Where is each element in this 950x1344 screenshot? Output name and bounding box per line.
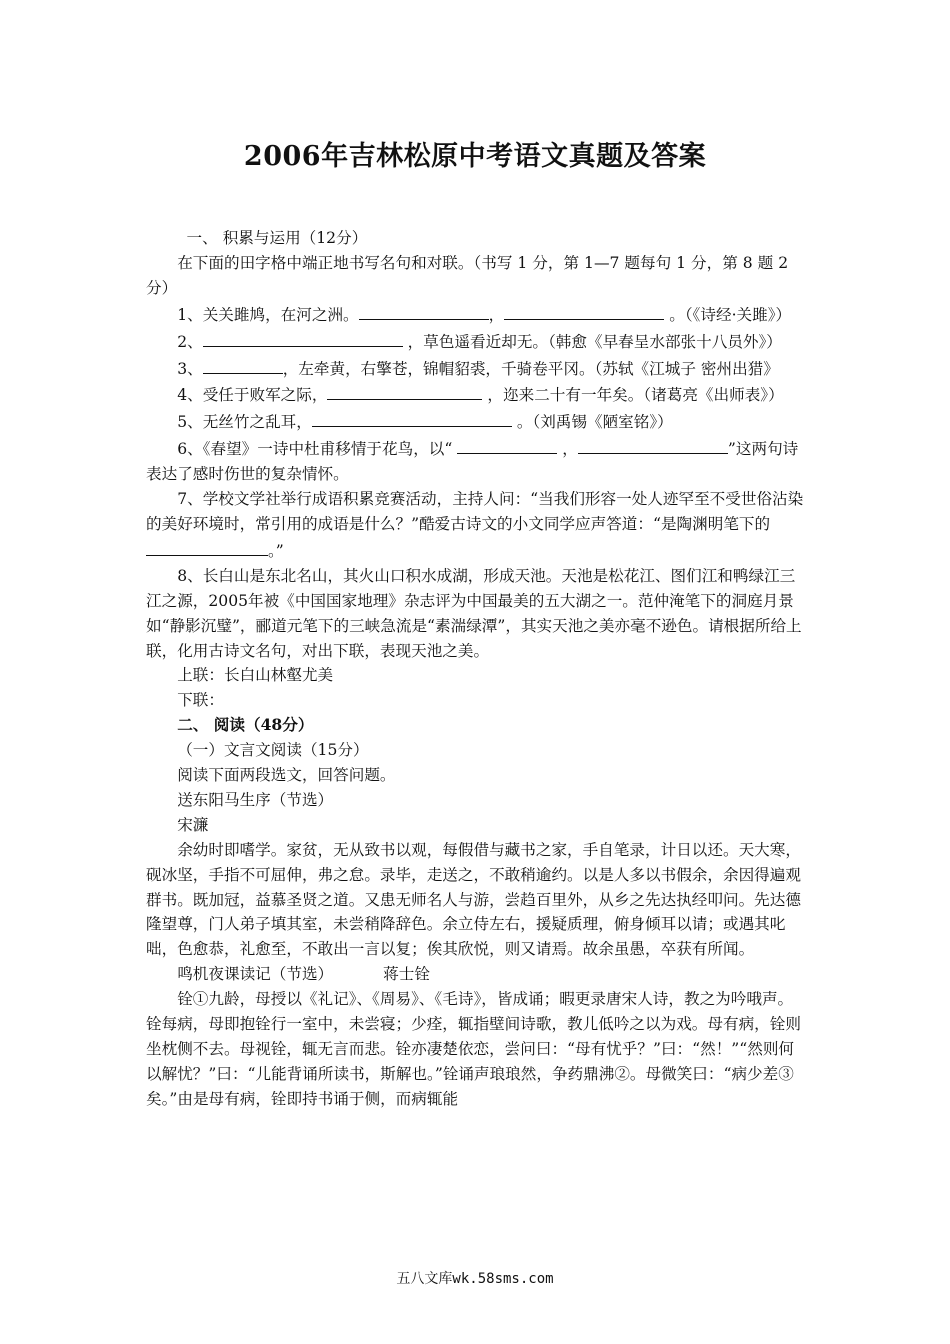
q3-text-a: 3、: [177, 359, 203, 378]
q4-text-a: 4、受任于败军之际，: [177, 386, 328, 405]
q2-text-b: ，草色遥看近却无。（韩愈《早春呈水部张十八员外》）: [402, 332, 782, 351]
q5-text-a: 5、无丝竹之乱耳，: [177, 413, 312, 432]
text2-author: 蒋士铨: [383, 965, 430, 984]
q7-blank-1[interactable]: [146, 537, 268, 556]
q1-text-c: 。（《诗经·关雎》）: [664, 305, 792, 324]
q1-text-a: 1、关关雎鸠，在河之洲。: [177, 305, 359, 324]
q3-text-b: ，左牵黄，右擎苍，锦帽貂裘，千骑卷平冈。（苏轼《江城子 密州出猎》: [282, 359, 779, 378]
q6-blank-1[interactable]: [457, 435, 557, 454]
q6-text-c: ”这两句诗表达了感时伤世的复杂情怀。: [146, 440, 799, 484]
q5-blank-1[interactable]: [312, 408, 512, 427]
q6-blank-2[interactable]: [578, 435, 728, 454]
q2-blank-1[interactable]: [203, 328, 403, 347]
q7-text-a: 7、学校文学社举行成语积累竞赛活动，主持人问：“当我们形容一处人迹罕至不受世俗沾染的美好环境时，常引用的成语是什么？”酷爱古诗文的小文同学应声答道：“是陶渊明笔下的: [146, 490, 804, 533]
document-body: [146, 226, 806, 1112]
question-6: [146, 435, 806, 487]
q4-blank-1[interactable]: [327, 381, 482, 400]
q3-blank-1[interactable]: [203, 355, 283, 374]
question-2: [146, 328, 806, 355]
question-8: 8、长白山是东北名山，其火山口积水成湖，形成天池。天池是松花江、图们江和鸭绿江三江之源，2005年被《中国国家地理》杂志评为中国最美的五大湖之一。范仲淹笔下的洞庭月景如“静影沉璧”，郦道元笔下的三峡急流是“素湍绿潭”，其实天池之美亦毫不逊色。请根据所给上联，化用古诗文名句，对出下联，表现天池之美。: [146, 566, 802, 660]
q2-text-a: 2、: [177, 332, 203, 351]
section1-intro: 在下面的田字格中端正地书写名句和对联。（书写 1 分，第 1—7 题每句 1 分，第 8 题 2 分）: [146, 253, 789, 297]
couplet-lower: 下联：: [177, 691, 224, 710]
question-5: [146, 408, 806, 435]
question-1: [146, 301, 806, 328]
text2-body: 铨①九龄，母授以《礼记》、《周易》、《毛诗》，皆成诵；暇更录唐宋人诗，教之为吟哦声。铨每病，母即抱铨行一室中，未尝寝；少痊，辄指壁间诗歌，教儿低吟之以为戏。母有病，铨则坐枕侧不去。母视铨，辄无言而悲。铨亦凄楚依恋，尝问曰：“母有忧乎？”曰：“然！”“然则何以解忧？”曰：“儿能背诵所读书，斯解也。”铨诵声琅琅然，争药鼎沸②。母微笑曰：“病少差③矣。”由是母有病，铨即持书诵于侧，而病辄能: [146, 990, 801, 1108]
question-3: [146, 355, 806, 382]
section2-instruction: 阅读下面两段选文，回答问题。: [177, 766, 396, 785]
question-4: [146, 381, 806, 408]
q1-text-b: ，: [488, 305, 505, 324]
q6-text-a: 6、《春望》一诗中杜甫移情于花鸟，以“: [177, 440, 458, 459]
text1-title: 送东阳马生序（节选）: [177, 790, 334, 809]
text2-title: 鸣机夜课读记（节选）: [177, 965, 334, 984]
q7-text-b: 。”: [268, 541, 284, 560]
q4-text-b: ，迩来二十有一年矣。（诸葛亮《出师表》）: [482, 386, 784, 405]
section1-heading: 一、 积累与运用（12分）: [186, 229, 368, 247]
q1-blank-2[interactable]: [504, 301, 664, 320]
question-7: [146, 487, 806, 564]
section2-sub1: （一）文言文阅读（15分）: [177, 741, 369, 760]
footer-watermark: 五八文库wk.58sms.com: [396, 1271, 554, 1287]
text2-heading: [146, 962, 806, 987]
couplet-upper: 上联：长白山林壑尤美: [177, 666, 334, 685]
q6-text-b: ，: [557, 440, 578, 459]
text1-body: 余幼时即嗜学。家贫，无从致书以观，每假借与藏书之家，手自笔录，计日以还。天大寒，砚冰坚，手指不可屈伸，弗之怠。录毕，走送之，不敢稍逾约。以是人多以书假余，余因得遍观群书。既加冠，益慕圣贤之道。又患无师名人与游，尝趋百里外，从乡之先达执经叩问。先达德隆望尊，门人弟子填其室，未尝稍降辞色。余立侍左右，援疑质理，俯身倾耳以请；或遇其叱咄，色愈恭，礼愈至，不敢出一言以复；俟其欣悦，则又请焉。故余虽愚，卒获有所闻。: [146, 840, 801, 959]
q5-text-b: 。（刘禹锡《陋室铭》）: [511, 413, 673, 432]
section2-heading: 二、 阅读（48分）: [177, 715, 314, 735]
text1-author: 宋濂: [177, 815, 209, 834]
q1-blank-1[interactable]: [359, 301, 489, 320]
document-title: 2006年吉林松原中考语文真题及答案: [243, 141, 707, 172]
